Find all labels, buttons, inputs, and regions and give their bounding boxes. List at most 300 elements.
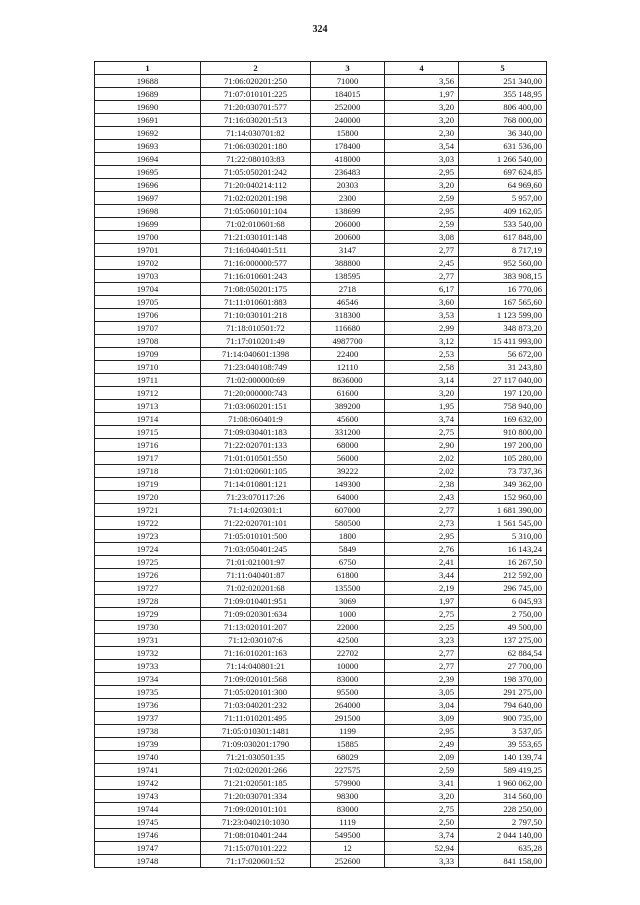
table-cell: 758 940,00 [459, 400, 547, 413]
table-cell: 56000 [311, 452, 385, 465]
table-row [95, 569, 547, 582]
table-cell: 3,60 [385, 296, 459, 309]
table-row [95, 530, 547, 543]
table-cell: 19733 [95, 660, 201, 673]
page-number: 324 [312, 24, 328, 35]
table-cell: 2,19 [385, 582, 459, 595]
table-cell: 3069 [311, 595, 385, 608]
table-cell: 71:22:020701:101 [201, 517, 311, 530]
table-cell: 952 560,00 [459, 257, 547, 270]
table-row [95, 660, 547, 673]
table-cell: 71:23:040210:1030 [201, 816, 311, 829]
table-cell: 68029 [311, 751, 385, 764]
table-cell: 71:20:030701:334 [201, 790, 311, 803]
table-cell: 19744 [95, 803, 201, 816]
table-cell: 2,25 [385, 621, 459, 634]
table-cell: 15885 [311, 738, 385, 751]
table-cell: 1800 [311, 530, 385, 543]
table-cell: 71:08:010401:244 [201, 829, 311, 842]
table-cell: 348 873,20 [459, 322, 547, 335]
table-cell: 1,95 [385, 400, 459, 413]
table-cell: 64 969,60 [459, 179, 547, 192]
table-row [95, 803, 547, 816]
table-row [95, 478, 547, 491]
table-cell: 251 340,00 [459, 75, 547, 88]
table-cell: 71:14:010801:121 [201, 478, 311, 491]
table-cell: 71:03:040201:232 [201, 699, 311, 712]
table-cell: 19741 [95, 764, 201, 777]
table-cell: 3,41 [385, 777, 459, 790]
table-cell: 27 700,00 [459, 660, 547, 673]
table-row [95, 621, 547, 634]
table-row [95, 244, 547, 257]
table-cell: 71:02:020201:68 [201, 582, 311, 595]
table-cell: 2,53 [385, 348, 459, 361]
table-cell: 140 139,74 [459, 751, 547, 764]
table-cell: 19689 [95, 88, 201, 101]
table-row [95, 751, 547, 764]
table-cell: 71:16:010201:163 [201, 647, 311, 660]
table-cell: 19714 [95, 413, 201, 426]
table-cell: 2,77 [385, 244, 459, 257]
table-row [95, 634, 547, 647]
table-cell: 16 770,06 [459, 283, 547, 296]
table-row [95, 556, 547, 569]
table-cell: 22702 [311, 647, 385, 660]
table-cell: 71:21:030501:35 [201, 751, 311, 764]
table-cell: 2300 [311, 192, 385, 205]
table-cell: 19732 [95, 647, 201, 660]
table-cell: 71:21:030101:148 [201, 231, 311, 244]
table-cell: 178400 [311, 140, 385, 153]
table-cell: 19715 [95, 426, 201, 439]
table-cell: 71:17:010201:49 [201, 335, 311, 348]
table-cell: 227575 [311, 764, 385, 777]
table-cell: 2,95 [385, 725, 459, 738]
table-cell: 291 275,00 [459, 686, 547, 699]
table-cell: 355 148,95 [459, 88, 547, 101]
table-cell: 3147 [311, 244, 385, 257]
table-cell: 10000 [311, 660, 385, 673]
table-cell: 71:09:030401:183 [201, 426, 311, 439]
table-cell: 910 800,00 [459, 426, 547, 439]
table-cell: 291500 [311, 712, 385, 725]
table-cell: 252000 [311, 101, 385, 114]
table-cell: 71:14:040601:1398 [201, 348, 311, 361]
table-cell: 62 884,54 [459, 647, 547, 660]
table-cell: 19743 [95, 790, 201, 803]
table-cell: 19719 [95, 478, 201, 491]
table-cell: 19718 [95, 465, 201, 478]
table-cell: 19737 [95, 712, 201, 725]
table-cell: 71:12:030107:6 [201, 634, 311, 647]
table-cell: 2,95 [385, 205, 459, 218]
table-row [95, 738, 547, 751]
table-row [95, 452, 547, 465]
table-cell: 71:02:010601:68 [201, 218, 311, 231]
table-cell: 19731 [95, 634, 201, 647]
table-row [95, 179, 547, 192]
table-cell: 19693 [95, 140, 201, 153]
table-row [95, 322, 547, 335]
table-cell: 3,23 [385, 634, 459, 647]
table-cell: 206000 [311, 218, 385, 231]
table-cell: 2,49 [385, 738, 459, 751]
table-cell: 533 540,00 [459, 218, 547, 231]
table-cell: 71:20:040214:112 [201, 179, 311, 192]
table-cell: 19734 [95, 673, 201, 686]
table-body [95, 75, 547, 868]
table-cell: 61600 [311, 387, 385, 400]
table-cell: 3,74 [385, 413, 459, 426]
table-cell: 2,75 [385, 803, 459, 816]
table-cell: 3,03 [385, 153, 459, 166]
table-cell: 19694 [95, 153, 201, 166]
table-cell: 52,94 [385, 842, 459, 855]
table-cell: 19738 [95, 725, 201, 738]
table-cell: 5 957,00 [459, 192, 547, 205]
table-cell: 19717 [95, 452, 201, 465]
table-cell: 228 250,00 [459, 803, 547, 816]
table-row [95, 647, 547, 660]
table-cell: 73 737,36 [459, 465, 547, 478]
table-cell: 36 340,00 [459, 127, 547, 140]
table-cell: 71:10:030101:218 [201, 309, 311, 322]
table-cell: 389200 [311, 400, 385, 413]
table-cell: 19716 [95, 439, 201, 452]
table-cell: 42500 [311, 634, 385, 647]
table-cell: 579900 [311, 777, 385, 790]
table-cell: 71:16:030201:513 [201, 114, 311, 127]
table-cell: 71:03:050401:245 [201, 543, 311, 556]
table-cell: 2,77 [385, 504, 459, 517]
table-cell: 197 200,00 [459, 439, 547, 452]
table-row [95, 673, 547, 686]
table-cell: 8636000 [311, 374, 385, 387]
table-cell: 71:09:020301:634 [201, 608, 311, 621]
table-cell: 19710 [95, 361, 201, 374]
table-cell: 19695 [95, 166, 201, 179]
table-cell: 71000 [311, 75, 385, 88]
table-cell: 22400 [311, 348, 385, 361]
table-cell: 19729 [95, 608, 201, 621]
table-cell: 56 672,00 [459, 348, 547, 361]
table-cell: 149300 [311, 478, 385, 491]
table-cell: 2,95 [385, 530, 459, 543]
table-cell: 1 266 540,00 [459, 153, 547, 166]
table-cell: 2,39 [385, 673, 459, 686]
data-table [94, 61, 547, 868]
table-cell: 212 592,00 [459, 569, 547, 582]
column-header: 4 [385, 62, 459, 75]
table-cell: 19724 [95, 543, 201, 556]
table-cell: 71:02:020201:198 [201, 192, 311, 205]
table-cell: 19690 [95, 101, 201, 114]
table-row [95, 790, 547, 803]
table-cell: 19705 [95, 296, 201, 309]
table-cell: 19746 [95, 829, 201, 842]
table-cell: 2,73 [385, 517, 459, 530]
table-cell: 631 536,00 [459, 140, 547, 153]
table-cell: 388800 [311, 257, 385, 270]
table-row [95, 777, 547, 790]
table-cell: 71:05:010301:1481 [201, 725, 311, 738]
table-cell: 2 797,50 [459, 816, 547, 829]
table-cell: 71:01:021001:97 [201, 556, 311, 569]
table-cell: 71:08:060401:9 [201, 413, 311, 426]
table-cell: 198 370,00 [459, 673, 547, 686]
table-cell: 3,05 [385, 686, 459, 699]
table-cell: 19700 [95, 231, 201, 244]
table-cell: 2,75 [385, 426, 459, 439]
table-cell: 83000 [311, 673, 385, 686]
table-cell: 314 560,00 [459, 790, 547, 803]
table-cell: 2,99 [385, 322, 459, 335]
table-row [95, 543, 547, 556]
table-cell: 409 162,05 [459, 205, 547, 218]
table-cell: 19726 [95, 569, 201, 582]
table-row [95, 348, 547, 361]
table-cell: 95500 [311, 686, 385, 699]
table-row [95, 309, 547, 322]
table-cell: 2,59 [385, 764, 459, 777]
table-cell: 19742 [95, 777, 201, 790]
table-cell: 138595 [311, 270, 385, 283]
table-cell: 19707 [95, 322, 201, 335]
table-cell: 3,56 [385, 75, 459, 88]
table-cell: 71:05:010101:500 [201, 530, 311, 543]
table-cell: 2,76 [385, 543, 459, 556]
table-cell: 19688 [95, 75, 201, 88]
table-cell: 46546 [311, 296, 385, 309]
table-row [95, 218, 547, 231]
table-cell: 71:23:040108:749 [201, 361, 311, 374]
table-cell: 71:23:070117:26 [201, 491, 311, 504]
table-row [95, 140, 547, 153]
table-row [95, 517, 547, 530]
table-cell: 1,97 [385, 595, 459, 608]
table-cell: 71:13:020101:207 [201, 621, 311, 634]
table-header-row [95, 62, 547, 75]
table-row [95, 101, 547, 114]
table-cell: 39 553,65 [459, 738, 547, 751]
table-cell: 331200 [311, 426, 385, 439]
table-cell: 71:02:000000:69 [201, 374, 311, 387]
table-cell: 1000 [311, 608, 385, 621]
table-cell: 2,58 [385, 361, 459, 374]
table-cell: 19701 [95, 244, 201, 257]
table-cell: 71:06:020201:250 [201, 75, 311, 88]
table-cell: 19698 [95, 205, 201, 218]
table-row [95, 608, 547, 621]
table-row [95, 725, 547, 738]
table-cell: 3,20 [385, 101, 459, 114]
table-row [95, 491, 547, 504]
table-cell: 3,33 [385, 855, 459, 868]
table-cell: 19728 [95, 595, 201, 608]
table-cell: 806 400,00 [459, 101, 547, 114]
table-row [95, 595, 547, 608]
table-cell: 135500 [311, 582, 385, 595]
table-row [95, 504, 547, 517]
table-cell: 19692 [95, 127, 201, 140]
table-cell: 3,12 [385, 335, 459, 348]
table-row [95, 192, 547, 205]
table-cell: 2,75 [385, 608, 459, 621]
table-cell: 27 117 040,00 [459, 374, 547, 387]
table-cell: 71:03:060201:151 [201, 400, 311, 413]
table-cell: 71:11:040401:87 [201, 569, 311, 582]
table-cell: 349 362,00 [459, 478, 547, 491]
table-cell: 635,28 [459, 842, 547, 855]
table-cell: 71:05:050201:242 [201, 166, 311, 179]
table-row [95, 296, 547, 309]
table-cell: 768 000,00 [459, 114, 547, 127]
table-cell: 71:02:020201:266 [201, 764, 311, 777]
table-cell: 549500 [311, 829, 385, 842]
table-row [95, 75, 547, 88]
table-cell: 580500 [311, 517, 385, 530]
table-row [95, 114, 547, 127]
table-cell: 71:09:020101:568 [201, 673, 311, 686]
table-cell: 22000 [311, 621, 385, 634]
table-cell: 5 310,00 [459, 530, 547, 543]
table-cell: 5849 [311, 543, 385, 556]
table-cell: 2,50 [385, 816, 459, 829]
column-header: 5 [459, 62, 547, 75]
table-cell: 152 960,00 [459, 491, 547, 504]
table-row [95, 231, 547, 244]
table-cell: 19730 [95, 621, 201, 634]
table-cell: 15800 [311, 127, 385, 140]
table-cell: 19699 [95, 218, 201, 231]
table-cell: 2718 [311, 283, 385, 296]
table-cell: 71:17:020601:52 [201, 855, 311, 868]
table-cell: 16 267,50 [459, 556, 547, 569]
table-cell: 71:05:060101:104 [201, 205, 311, 218]
table-cell: 71:20:000000:743 [201, 387, 311, 400]
table-row [95, 764, 547, 777]
table-cell: 2,41 [385, 556, 459, 569]
table-cell: 1 561 545,00 [459, 517, 547, 530]
table-cell: 116680 [311, 322, 385, 335]
table-cell: 296 745,00 [459, 582, 547, 595]
table-cell: 71:16:040401:511 [201, 244, 311, 257]
table-cell: 71:11:010201:495 [201, 712, 311, 725]
table-cell: 236483 [311, 166, 385, 179]
table-cell: 3,08 [385, 231, 459, 244]
table-cell: 19697 [95, 192, 201, 205]
table-row [95, 699, 547, 712]
table-cell: 2,59 [385, 192, 459, 205]
table-cell: 617 848,00 [459, 231, 547, 244]
table-cell: 2 044 140,00 [459, 829, 547, 842]
table-cell: 83000 [311, 803, 385, 816]
table-row [95, 465, 547, 478]
table-cell: 1 960 062,00 [459, 777, 547, 790]
table-cell: 841 158,00 [459, 855, 547, 868]
table-cell: 39222 [311, 465, 385, 478]
table-row [95, 829, 547, 842]
table-row [95, 426, 547, 439]
table-cell: 2,38 [385, 478, 459, 491]
table-cell: 49 500,00 [459, 621, 547, 634]
table-cell: 167 565,60 [459, 296, 547, 309]
table-cell: 3,74 [385, 829, 459, 842]
table-cell: 71:11:010601:883 [201, 296, 311, 309]
table-row [95, 257, 547, 270]
table-row [95, 166, 547, 179]
table-cell: 6 045,93 [459, 595, 547, 608]
table-cell: 2,02 [385, 452, 459, 465]
table-cell: 900 735,00 [459, 712, 547, 725]
table-cell: 71:05:020101:300 [201, 686, 311, 699]
table-cell: 3,44 [385, 569, 459, 582]
table-cell: 19748 [95, 855, 201, 868]
table-cell: 318300 [311, 309, 385, 322]
table-cell: 1,97 [385, 88, 459, 101]
table-cell: 3,20 [385, 114, 459, 127]
table-cell: 2,59 [385, 218, 459, 231]
column-header: 2 [201, 62, 311, 75]
table-cell: 1199 [311, 725, 385, 738]
table-row [95, 712, 547, 725]
table-cell: 71:15:070101:222 [201, 842, 311, 855]
table-cell: 2,77 [385, 270, 459, 283]
table-cell: 2,30 [385, 127, 459, 140]
table-row [95, 413, 547, 426]
table-cell: 71:22:020701:133 [201, 439, 311, 452]
table-row [95, 439, 547, 452]
table-cell: 19725 [95, 556, 201, 569]
table-cell: 2,43 [385, 491, 459, 504]
table-cell: 2,09 [385, 751, 459, 764]
table-cell: 138699 [311, 205, 385, 218]
table-cell: 64000 [311, 491, 385, 504]
table-cell: 45600 [311, 413, 385, 426]
table-cell: 3,20 [385, 179, 459, 192]
table-cell: 3,54 [385, 140, 459, 153]
table-cell: 19704 [95, 283, 201, 296]
table-cell: 3,04 [385, 699, 459, 712]
table-cell: 1 681 390,00 [459, 504, 547, 517]
table-cell: 19706 [95, 309, 201, 322]
table-cell: 19691 [95, 114, 201, 127]
table-cell: 16 143,24 [459, 543, 547, 556]
table-cell: 6,17 [385, 283, 459, 296]
table-cell: 71:22:080103:83 [201, 153, 311, 166]
table-cell: 71:16:010601:243 [201, 270, 311, 283]
table-cell: 19702 [95, 257, 201, 270]
table-cell: 61800 [311, 569, 385, 582]
table-cell: 71:01:010501:550 [201, 452, 311, 465]
table-cell: 12 [311, 842, 385, 855]
table-cell: 19745 [95, 816, 201, 829]
table-row [95, 88, 547, 101]
table-cell: 71:20:030701:577 [201, 101, 311, 114]
table-cell: 2,45 [385, 257, 459, 270]
table-cell: 71:09:020101:101 [201, 803, 311, 816]
table-cell: 6750 [311, 556, 385, 569]
table-row [95, 374, 547, 387]
table-cell: 589 419,25 [459, 764, 547, 777]
table-row [95, 270, 547, 283]
table-cell: 19727 [95, 582, 201, 595]
table-row [95, 335, 547, 348]
table-cell: 71:14:030701:82 [201, 127, 311, 140]
table-cell: 71:01:020601:105 [201, 465, 311, 478]
table-cell: 2,90 [385, 439, 459, 452]
